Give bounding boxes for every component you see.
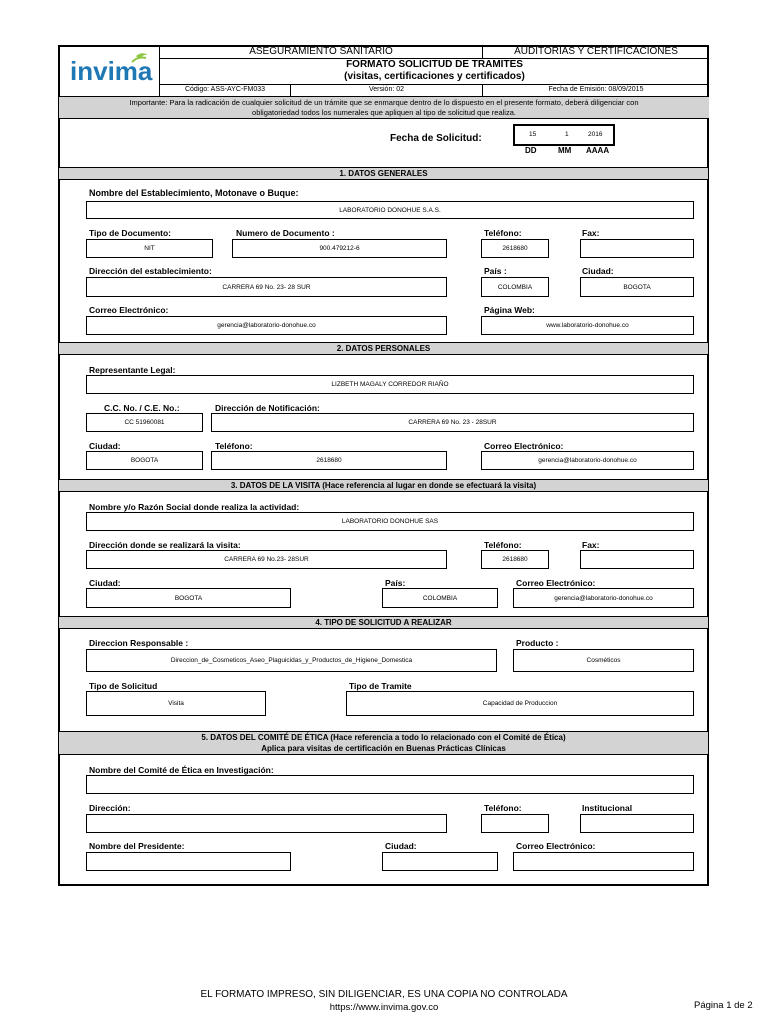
invima-logo (66, 50, 154, 90)
s3-correo-field[interactable]: gerencia@laboratorio-donohue.co (513, 588, 694, 608)
s1-num-doc-label: Numero de Documento : (236, 228, 335, 238)
s1-ciudad-label: Ciudad: (582, 266, 614, 276)
form-subtitle: (visitas, certificaciones y certificados) (344, 71, 525, 82)
header-rule (159, 84, 709, 85)
page-number: Página 1 de 2 (694, 1000, 753, 1011)
version: Versión: 02 (368, 86, 405, 93)
s3-dir-label: Dirección donde se realizará la visita: (89, 540, 241, 550)
s1-tipo-doc-field[interactable]: NIT (86, 239, 213, 258)
importante-line1: Importante: Para la radicación de cualquier solicitud de un trámite que se enmarque dentro de lo dispuesto en el presente formato, deberá diligenciar con (129, 98, 639, 107)
footer-url[interactable]: https://www.invima.gov.co (329, 1002, 439, 1013)
section-1-title: 1. DATOS GENERALES (59, 167, 708, 180)
section-4-title: 4. TIPO DE SOLICITUD A REALIZAR (59, 616, 708, 629)
s4-tipo-sol-label: Tipo de Solicitud (89, 681, 158, 691)
fecha-dd: 15 (529, 131, 537, 138)
s5-nombre-field[interactable] (86, 775, 694, 794)
s5-telefono-field[interactable] (481, 814, 549, 833)
s5-inst-field[interactable] (580, 814, 694, 833)
s3-fax-label: Fax: (582, 540, 600, 550)
s1-fax-field[interactable] (580, 239, 694, 258)
area-left: ASEGURAMIENTO SANITARIO (249, 46, 393, 57)
s2-telefono-field[interactable]: 2618680 (211, 451, 447, 470)
s4-producto-label: Producto : (516, 638, 559, 648)
section-5-title-line2: Aplica para visitas de certificación en Buenas Prácticas Clínicas (261, 744, 506, 753)
s2-cc-field[interactable]: CC 51960081 (86, 413, 203, 432)
s5-nombre-label: Nombre del Comité de Ética en Investigación: (89, 765, 274, 775)
form-title: FORMATO SOLICITUD DE TRAMITES (346, 59, 523, 70)
s3-dir-field[interactable]: CARRERA 69 No.23- 28SUR (86, 550, 447, 569)
s2-cc-label: C.C. No. / C.E. No.: (104, 403, 180, 413)
s2-dir-field[interactable]: CARRERA 69 No. 23 - 28SUR (211, 413, 694, 432)
s1-correo-label: Correo Electrónico: (89, 305, 169, 315)
importante-band (59, 97, 709, 119)
s4-tipo-tram-select[interactable]: Capacidad de Produccion (346, 691, 694, 716)
s3-ciudad-label: Ciudad: (89, 578, 121, 588)
fecha-emision: Fecha de Emisión: 08/09/2015 (548, 86, 644, 93)
section-2-title: 2. DATOS PERSONALES (59, 342, 708, 355)
s5-inst-label: Institucional (582, 803, 633, 813)
dd-label: DD (525, 146, 537, 155)
s4-dir-resp-select[interactable]: Direccion_de_Cosmeticos_Aseo_Plaguicidas_y_Productos_de_Higiene_Domestica (86, 649, 497, 672)
s5-correo-label: Correo Electrónico: (516, 841, 596, 851)
s1-ciudad-field[interactable]: BOGOTA (580, 277, 694, 297)
s4-dir-resp-label: Direccion Responsable : (89, 638, 189, 648)
s5-ciudad-field[interactable] (382, 852, 498, 871)
s2-ciudad-field[interactable]: BOGOTA (86, 451, 203, 470)
area-right: AUDITORIAS Y CERTIFICACIONES (514, 46, 678, 57)
s1-direccion-field[interactable]: CARRERA 69 No. 23- 28 SUR (86, 277, 447, 297)
aaaa-label: AAAA (586, 146, 610, 155)
s5-presidente-field[interactable] (86, 852, 291, 871)
s3-correo-label: Correo Electrónico: (516, 578, 596, 588)
s5-presidente-label: Nombre del Presidente: (89, 841, 185, 851)
codigo: Código: ASS-AYC-FM033 (184, 86, 265, 93)
s3-telefono-label: Teléfono: (484, 540, 522, 550)
s1-web-field[interactable]: www.laboratorio-donohue.co (481, 316, 694, 335)
s1-telefono-field[interactable]: 2618680 (481, 239, 549, 258)
s5-ciudad-label: Ciudad: (385, 841, 417, 851)
section-5-title-line1: 5. DATOS DEL COMITÉ DE ÉTICA (Hace referencia a todo lo relacionado con el Comité de Ética) (201, 733, 566, 742)
s1-pais-field[interactable]: COLOMBIA (481, 277, 549, 297)
s3-razon-field[interactable]: LABORATORIO DONOHUE SAS (86, 512, 694, 531)
s3-razon-label: Nombre y/o Razón Social donde realiza la actividad: (89, 502, 300, 512)
s1-telefono-label: Teléfono: (484, 228, 522, 238)
s2-correo-label: Correo Electrónico: (484, 441, 564, 451)
mm-label: MM (558, 146, 572, 155)
s1-num-doc-field[interactable]: 900.479212-6 (232, 239, 447, 258)
s3-ciudad-field[interactable]: BOGOTA (86, 588, 291, 608)
section-3-title: 3. DATOS DE LA VISITA (Hace referencia al lugar en donde se efectuará la visita) (59, 479, 708, 492)
s3-fax-field[interactable] (580, 550, 694, 569)
fecha-solicitud-label: Fecha de Solicitud: (390, 133, 482, 144)
section-5-title (59, 731, 708, 755)
s2-dir-label: Dirección de Notificación: (215, 403, 320, 413)
s1-direccion-label: Dirección del establecimiento: (89, 266, 212, 276)
s3-pais-field[interactable]: COLOMBIA (382, 588, 498, 608)
s2-correo-field[interactable]: gerencia@laboratorio-donohue.co (481, 451, 694, 470)
s1-fax-label: Fax: (582, 228, 600, 238)
s5-dir-field[interactable] (86, 814, 447, 833)
s1-tipo-doc-label: Tipo de Documento: (89, 228, 172, 238)
s2-rep-label: Representante Legal: (89, 365, 176, 375)
s3-pais-label: País: (385, 578, 406, 588)
s1-correo-field[interactable]: gerencia@laboratorio-donohue.co (86, 316, 447, 335)
s1-web-label: Página Web: (484, 305, 535, 315)
s5-telefono-label: Teléfono: (484, 803, 522, 813)
s3-telefono-field[interactable]: 2618680 (481, 550, 549, 569)
s1-pais-label: País : (484, 266, 507, 276)
fecha-solicitud-field[interactable] (513, 124, 615, 146)
fecha-mm: 1 (565, 131, 569, 138)
fecha-aaaa: 2016 (588, 131, 603, 138)
s2-ciudad-label: Ciudad: (89, 441, 121, 451)
s4-tipo-tram-label: Tipo de Tramite (349, 681, 412, 691)
s4-tipo-sol-select[interactable]: Visita (86, 691, 266, 716)
s1-nombre-field[interactable]: LABORATORIO DONOHUE S.A.S. (86, 201, 694, 219)
logo-text: invima (70, 56, 153, 86)
s1-nombre-label: Nombre del Establecimiento, Motonave o Buque: (89, 188, 299, 198)
s4-producto-select[interactable]: Cosméticos (513, 649, 694, 672)
footer-note: EL FORMATO IMPRESO, SIN DILIGENCIAR, ES UNA COPIA NO CONTROLADA (200, 989, 568, 1000)
s2-rep-field[interactable]: LIZBETH MAGALY CORREDOR RIAÑO (86, 375, 694, 394)
s2-telefono-label: Teléfono: (215, 441, 253, 451)
importante-line2: obligatoriedad todos los numerales que apliquen al tipo de solicitud que realiza. (252, 108, 516, 117)
s5-correo-field[interactable] (513, 852, 694, 871)
s5-dir-label: Dirección: (89, 803, 131, 813)
